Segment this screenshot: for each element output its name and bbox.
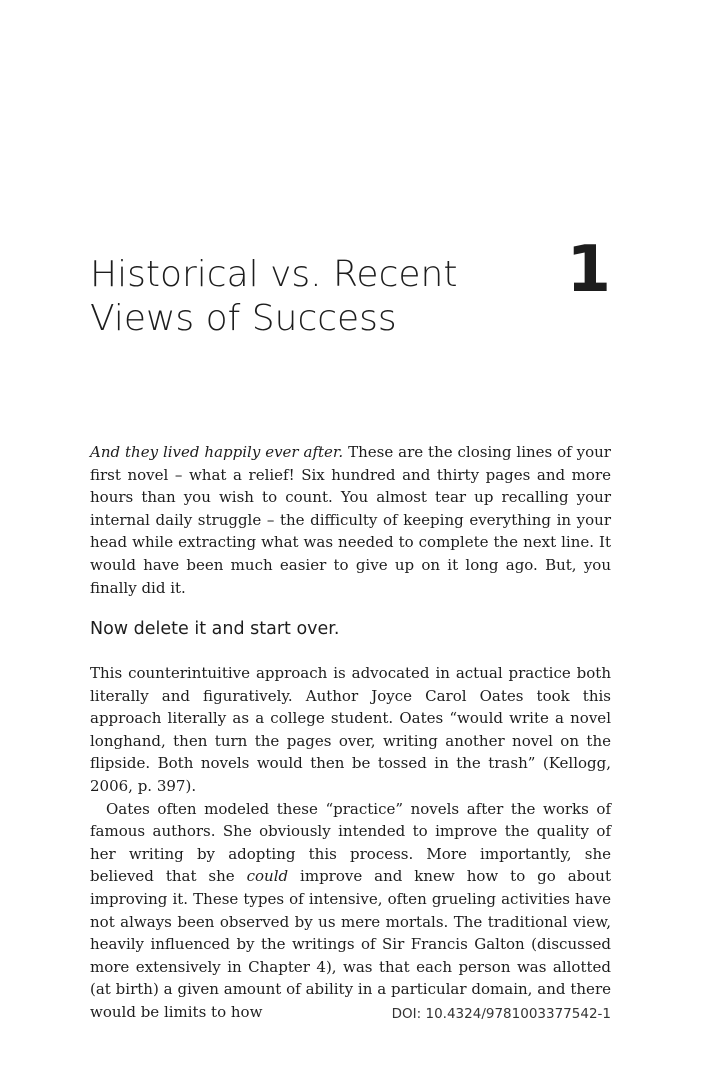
section-heading: Now delete it and start over.: [90, 619, 340, 639]
body-paragraph-2-after: improve and knew how to go about improving it. These types of intensive, often grueling activities have not always been observed by us mere mortals. The traditional view, heavily influenced by the writings of Sir Francis Galton (discussed more extensively in Chapter 4), was that each person was allotted (at birth) a given amount of ability in a particular domain, and there would be limits to how: [90, 867, 611, 1021]
body-paragraph-2: [90, 798, 611, 1024]
intro-paragraph: [90, 441, 611, 599]
chapter-title-line-1: Historical vs. Recent: [90, 254, 458, 295]
body-paragraph-2-italic: could: [246, 867, 289, 886]
doi-footer: DOI: 10.4324/9781003377542-1: [391, 1006, 611, 1022]
intro-lead-italic: And they lived happily ever after.: [90, 443, 344, 461]
main-text-block: [90, 662, 611, 1024]
body-paragraph-1: This counterintuitive approach is advocated in actual practice both literally and figuratively. Author Joyce Carol Oates took this approach literally as a college student. Oates “would write a novel longhand, then turn the pages over, writing another novel on the flipside. Both novels would then be tossed in the trash” (Kellogg, 2006, p. 397).: [90, 664, 611, 795]
intro-text: These are the closing lines of your first novel – what a relief! Six hundred and thirty pages and more hours than you wish to count. You almost tear up recalling your internal daily struggle – the difficulty of keeping everything in your head while extracting what was needed to complete the next line. It would have been much easier to give up on it long ago. But, you finally did it.: [90, 443, 611, 597]
chapter-title: [90, 253, 510, 341]
intro-paragraph-block: [90, 441, 611, 599]
body-paragraph-2-before: Oates often modeled these “practice” novels after the works of famous authors. She obviously intended to improve the quality of her writing by adopting this process. More importantly, she believed that she: [90, 799, 611, 886]
chapter-number: 1: [566, 233, 611, 307]
chapter-title-line-2: Views of Success: [90, 298, 397, 339]
